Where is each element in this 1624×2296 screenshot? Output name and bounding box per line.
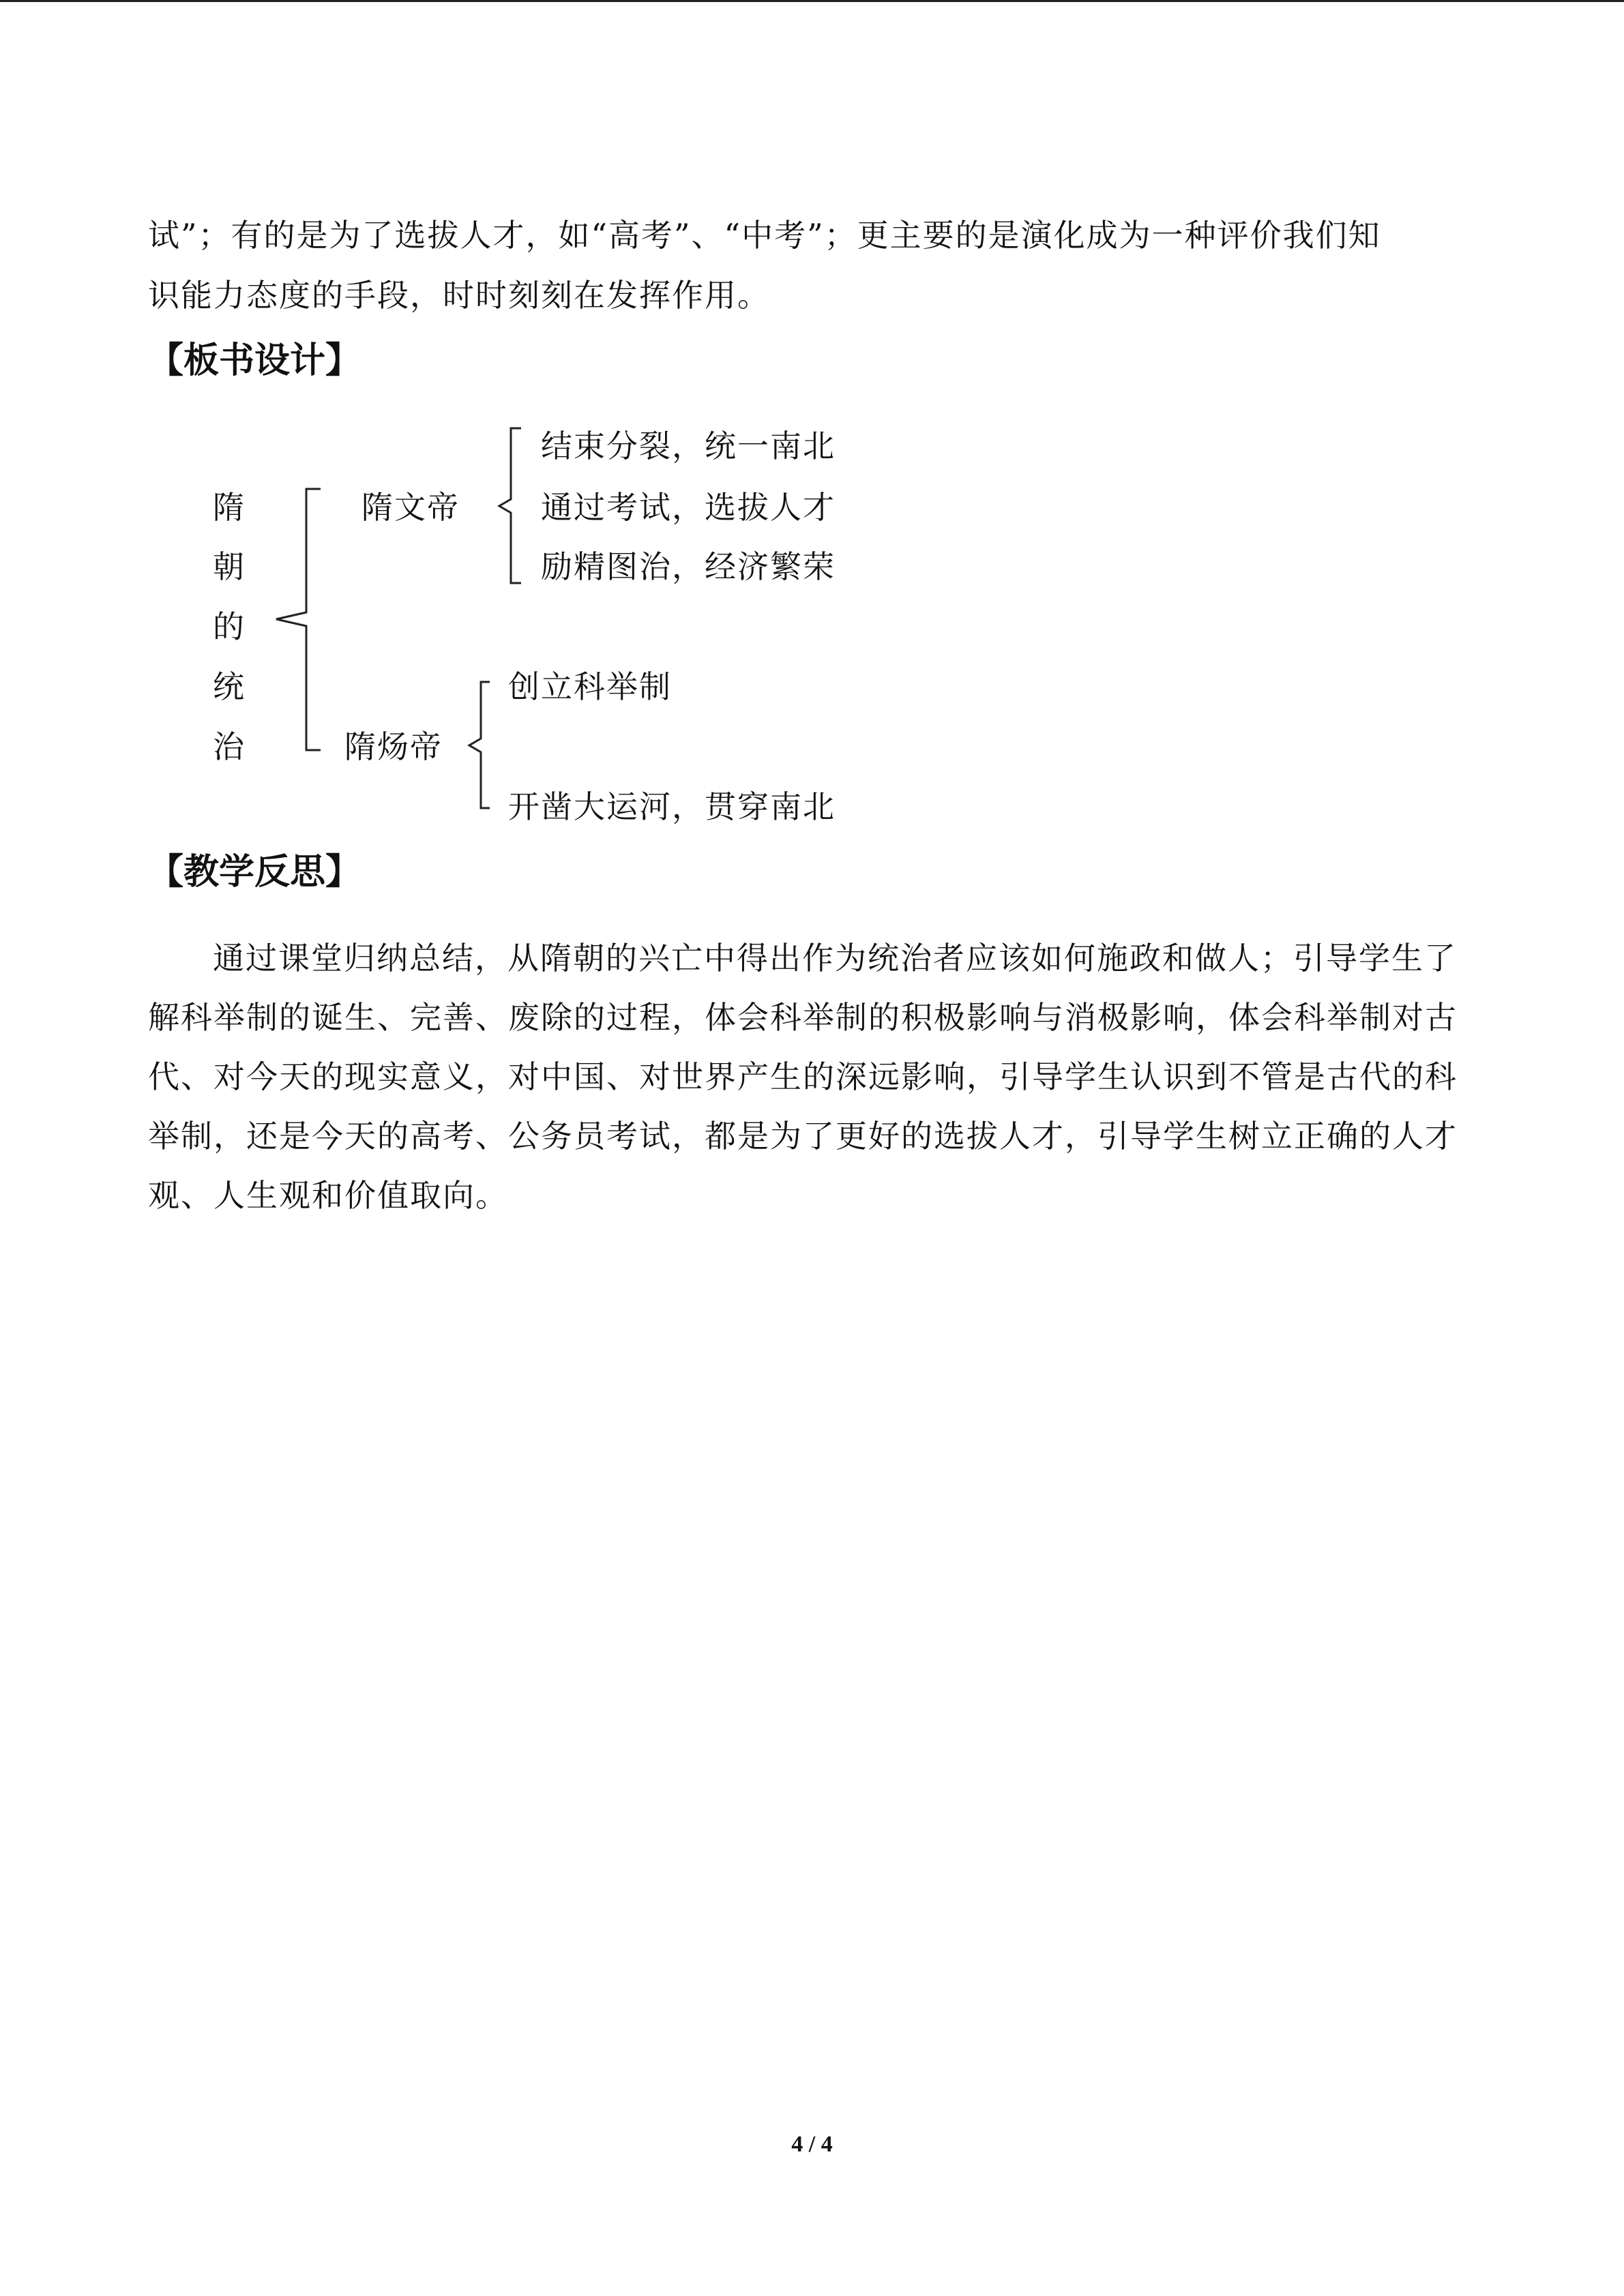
emperor2-name: 隋炀帝 [344, 728, 443, 765]
root-char: 的 [213, 608, 246, 645]
reflection-line: 观、人生观和价值取向。 [148, 1177, 508, 1214]
root-char: 治 [213, 728, 246, 765]
reflection-line: 代、对今天的现实意义，对中国、对世界产生的深远影响，引导学生认识到不管是古代的科 [148, 1058, 1458, 1095]
emperor1-bracket [499, 428, 521, 583]
intro-line: 识能力态度的手段，时时刻刻在发挥作用。 [148, 277, 770, 314]
root-bracket [276, 489, 321, 750]
emperor1-item: 通过考试，选拔人才 [541, 489, 836, 526]
root-char: 隋 [213, 489, 246, 526]
reflection-line: 通过课堂归纳总结，从隋朝的兴亡中得出作为统治者应该如何施政和做人；引导学生了 [213, 940, 1457, 976]
page-number: 4 / 4 [791, 2132, 833, 2157]
reflection-line: 解科举制的诞生、完善、废除的过程，体会科举制的积极影响与消极影响，体会科举制对古 [148, 999, 1458, 1036]
emperor1-item: 励精图治，经济繁荣 [541, 548, 836, 585]
emperor1-item: 结束分裂，统一南北 [541, 428, 836, 464]
intro-line: 试”；有的是为了选拔人才，如“高考”、“中考”；更主要的是演化成为一种评价我们知 [148, 217, 1381, 254]
root-char: 朝 [213, 548, 246, 585]
emperor2-bracket [469, 682, 490, 808]
emperor1-name: 隋文帝 [361, 489, 460, 526]
board-design-heading: 【板书设计】 [148, 340, 361, 381]
reflection-heading: 【教学反思】 [148, 851, 361, 893]
emperor2-item: 开凿大运河，贯穿南北 [508, 788, 836, 825]
emperor2-item: 创立科举制 [508, 668, 672, 705]
root-char: 统 [213, 668, 246, 705]
reflection-line: 举制，还是今天的高考、公务员考试，都是为了更好的选拔人才，引导学生树立正确的人才 [148, 1118, 1458, 1154]
